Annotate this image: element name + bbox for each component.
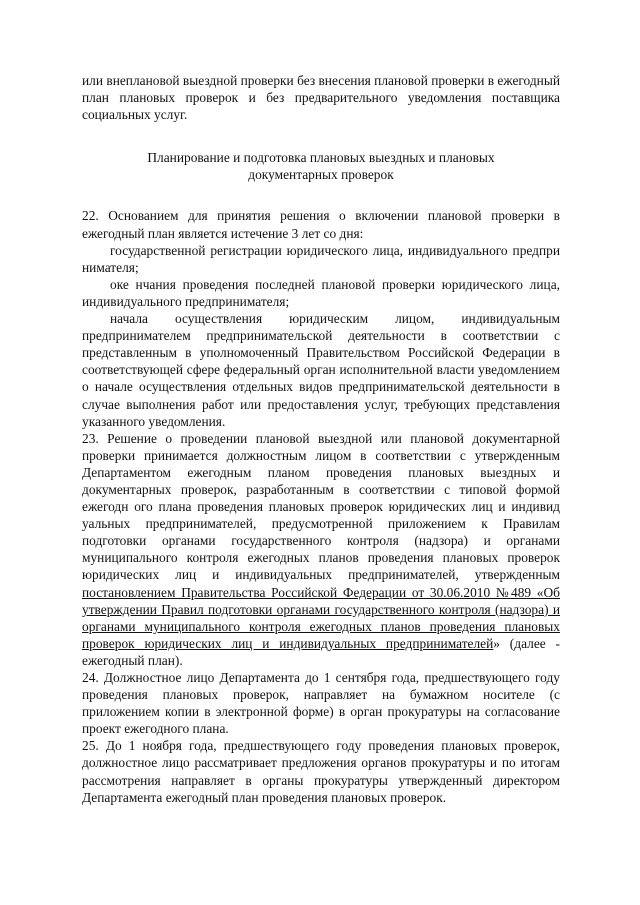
resolution-link[interactable]: постановлением Правительства Российской Федерации от 30.06.2010 №489 «Об утверждении Правил подготовки органами государственного контроля (надзора) и органами муниципального контроля ежегодных планов проведения плановых проверок юридических лиц и индивидуальных предпринимателей: [82, 584, 560, 651]
clause-22-item-last-inspection: оке нчания проведения последней плановой проверки юридического лица, индивидуального предпринимателя;: [82, 276, 560, 309]
clause-22-item-start-activity: начала осуществления юридическим лицом, индивидуальным предпринимателем предпринимательской деятельности в соответствии с представленным в уполномоченный Правительством Российской Федерации в соответствующей сфере федеральный орган исполнительной власти уведомлением о начале осуществления отдельных видов предпринимательской деятельности в случае выполнения работ или предоставления услуг, требующих представления указанного уведомления.: [82, 311, 560, 429]
clause-23-text-before: 23. Решение о проведении плановой выездной или плановой документарной проверки принимается должностным лицом в соответствии с утвержденным Департаментом ежегодным планом проведения плановых выездных и документарных проверок, разработанным в соответствии с типовой формой ежегодн ого плана проведения плановых проверок юридических лиц и индивид уальных предпринимателей, предусмотренной приложением к Правилам подготовки органами государственного контроля (надзора) и органами муниципального контроля ежегодных планов проведения плановых проверок юридических лиц и индивидуальных предпринимателей, утвержденным: [82, 430, 560, 583]
section-heading: [82, 149, 560, 183]
clause-23-text-after: » (далее - ежегодный план).: [82, 635, 560, 668]
clause-25: 25. До 1 ноября года, предшествующего году проведения плановых проверок, должностное лицо рассматривает предложения органов прокуратуры и по итогам рассмотрения направляет в органы прокуратуры утвержденный директором Департамента ежегодный план проведения плановых проверок.: [82, 738, 560, 805]
intro-paragraph: или внеплановой выездной проверки без внесения плановой проверки в ежегодный план плановых проверок и без предварительного уведомления поставщика социальных услуг.: [82, 73, 560, 123]
clause-23: [82, 430, 560, 669]
section-heading-line-2: документарных проверок: [248, 167, 394, 183]
section-heading-line-1: Планирование и подготовка плановых выездных и плановых: [147, 150, 495, 166]
clause-24: 24. Должностное лицо Департамента до 1 сентября года, предшествующего году проведения плановых проверок, направляет на бумажном носителе (с приложением копии в электронной форме) в орган прокуратуры на согласование проект ежегодного плана.: [82, 670, 560, 737]
clause-22-item-registration: государственной регистрации юридического лица, индивидуального предпри нимателя;: [82, 242, 560, 275]
document-page: [82, 72, 560, 806]
clause-22-intro: 22. Основанием для принятия решения о включении плановой проверки в ежегодный план является истечение 3 лет со дня:: [82, 208, 560, 241]
